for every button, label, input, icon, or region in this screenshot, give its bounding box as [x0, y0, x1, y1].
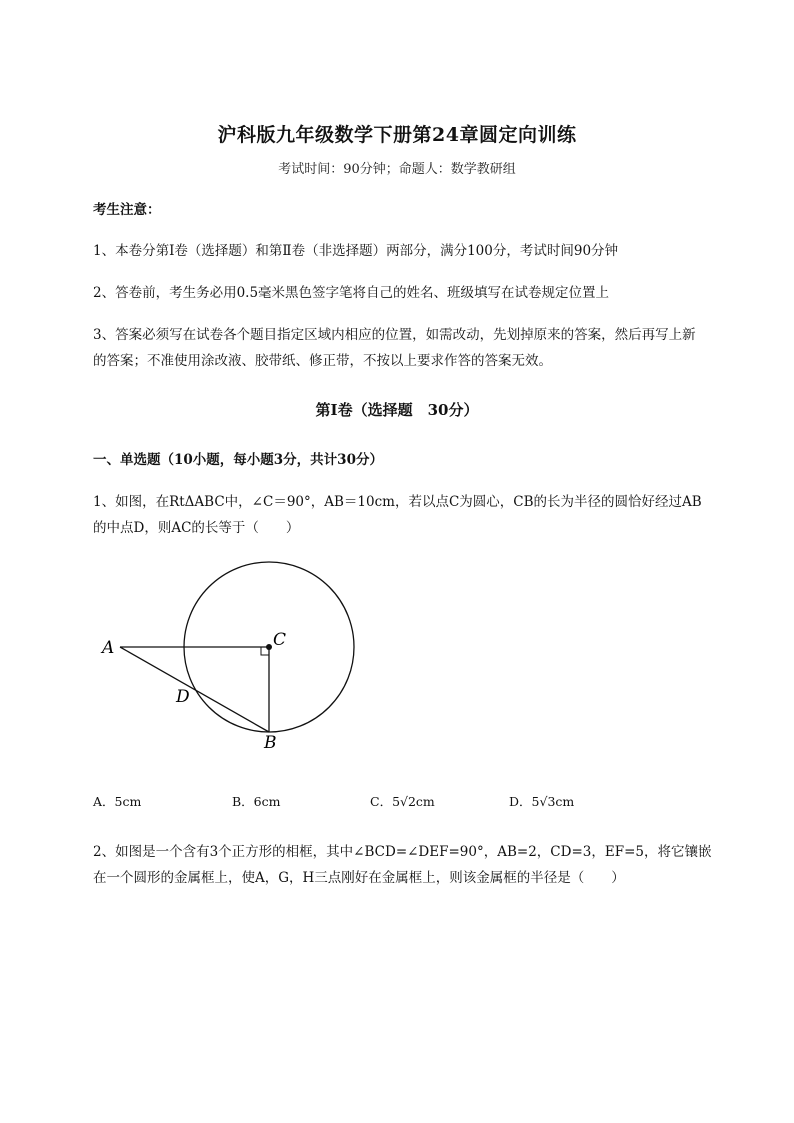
notice-item-2: 2、答卷前，考生务必用0.5毫米黑色签字笔将自己的姓名、班级填写在试卷规定位置上 [93, 285, 610, 301]
label-c: C [273, 630, 287, 650]
part1-title: 第I卷（选择题 30分） [315, 401, 479, 419]
page-title: 沪科版九年级数学下册第24章圆定向训练 [217, 124, 577, 146]
option-a: A．5cm [93, 794, 142, 809]
option-d: D．5√3cm [509, 794, 575, 809]
exam-info: 考试时间：90分钟；命题人：数学教研组 [278, 162, 516, 177]
question-2-line-2: 在一个圆形的金属框上，使A，G，H三点刚好在金属框上，则该金属框的半径是（ ） [93, 870, 625, 886]
notice-item-3: 3、答案必须写在试卷各个题目指定区域内相应的位置，如需改动，先划掉原来的答案，然后再写上新 [93, 327, 696, 343]
notice-heading: 考生注意： [93, 202, 161, 218]
question-2-line-1: 2、如图是一个含有3个正方形的相框，其中∠BCD=∠DEF=90°，AB=2，CD=3，EF=5，将它镶嵌 [93, 844, 712, 860]
notice-item-1: 1、本卷分第I卷（选择题）和第Ⅱ卷（非选择题）两部分，满分100分，考试时间90分钟 [93, 243, 619, 259]
question-1-figure [90, 552, 380, 762]
option-c: C．5√2cm [370, 794, 435, 809]
label-a: A [102, 638, 115, 658]
section-heading: 一、单选题（10小题，每小题3分，共计30分） [93, 452, 383, 468]
notice-item-3-cont: 的答案；不准使用涂改液、胶带纸、修正带，不按以上要求作答的答案无效。 [93, 353, 552, 369]
label-d: D [176, 687, 190, 707]
question-1-line-1: 1、如图，在RtΔABC中，∠C＝90°，AB＝10cm，若以点C为圆心，CB的长为半径的圆恰好经过AB [93, 494, 702, 510]
center-point [266, 644, 272, 650]
label-b: B [264, 733, 277, 753]
option-b: B．6cm [232, 794, 281, 809]
question-1-line-2: 的中点D，则AC的长等于（ ） [93, 520, 300, 536]
segment-ab [120, 647, 269, 732]
